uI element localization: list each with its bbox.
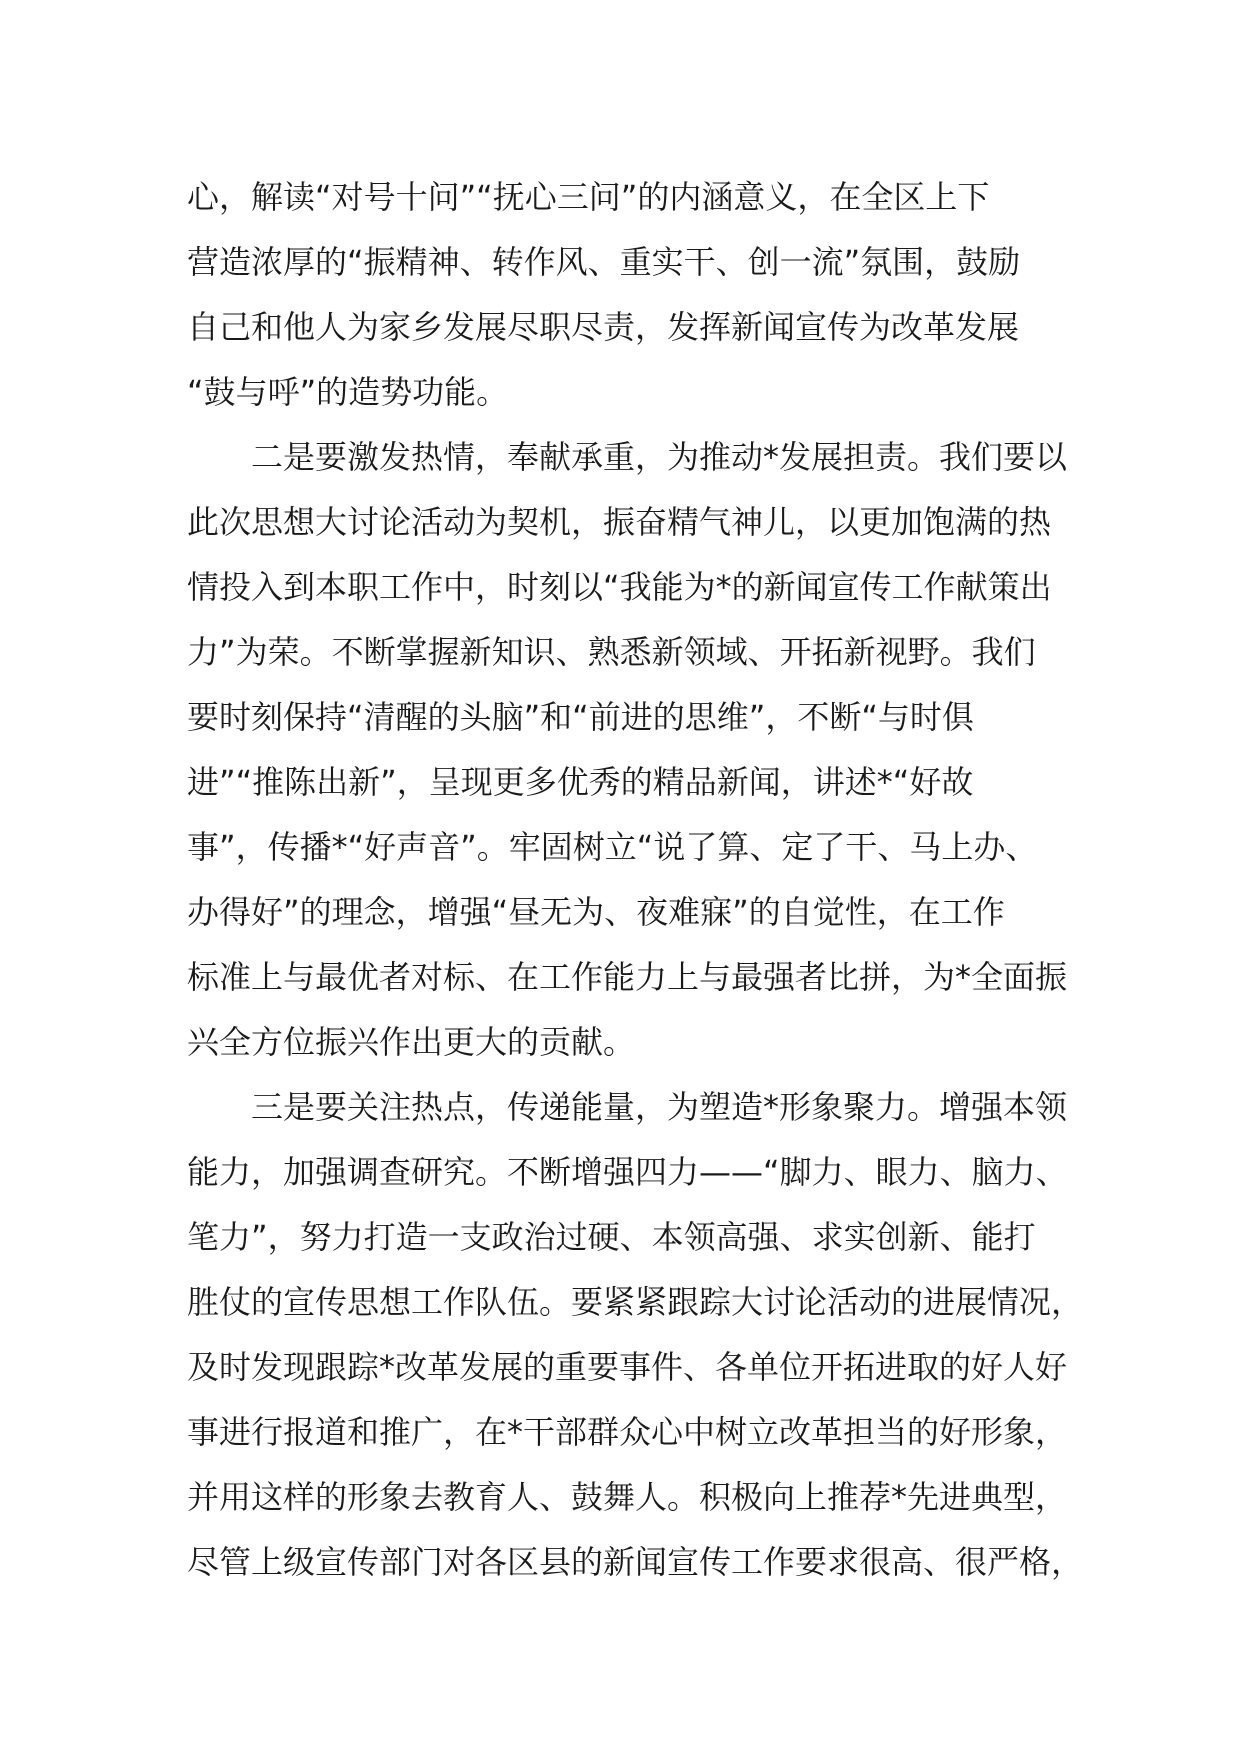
text-line: 心，解读“对号十问”“抚心三问”的内涵意义，在全区上下 <box>187 178 990 216</box>
body-text <box>187 165 1087 1595</box>
text-line: 能力，加强调查研究。不断增强四力——“脚力、眼力、脑力、 <box>187 1153 1068 1191</box>
text-line: 事”，传播*“好声音”。牢固树立“说了算、定了干、马上办、 <box>187 828 1038 866</box>
text-line: 标准上与最优者对标、在工作能力上与最强者比拼，为*全面振 <box>187 958 1068 996</box>
text-line: 笔力”，努力打造一支政治过硬、本领高强、求实创新、能打 <box>187 1218 1036 1256</box>
text-line: “鼓与呼”的造势功能。 <box>187 373 509 411</box>
text-line: 并用这样的形象去教育人、鼓舞人。积极向上推荐*先进典型， <box>187 1478 1068 1516</box>
text-line: 要时刻保持“清醒的头脑”和“前进的思维”，不断“与时俱 <box>187 698 974 736</box>
text-line: 胜仗的宣传思想工作队伍。要紧紧跟踪大讨论活动的进展情况， <box>187 1283 1084 1321</box>
text-line: 办得好”的理念，增强“昼无为、夜难寐”的自觉性，在工作 <box>187 893 1005 931</box>
text-line: 自己和他人为家乡发展尽职尽责，发挥新闻宣传为改革发展 <box>187 308 1020 346</box>
text-line: 营造浓厚的“振精神、转作风、重实干、创一流”氛围，鼓励 <box>187 243 1021 281</box>
text-line: 情投入到本职工作中，时刻以“我能为*的新闻宣传工作献策出 <box>187 568 1052 606</box>
text-line: 进”“推陈出新”，呈现更多优秀的精品新闻，讲述*“好故 <box>187 763 974 801</box>
text-line: 力”为荣。不断掌握新知识、熟悉新领域、开拓新视野。我们 <box>187 633 1036 671</box>
text-line: 此次思想大讨论活动为契机，振奋精气神儿，以更加饱满的热 <box>187 503 1052 541</box>
text-line: 及时发现跟踪*改革发展的重要事件、各单位开拓进取的好人好 <box>187 1348 1068 1386</box>
text-line: 事进行报道和推广，在*干部群众心中树立改革担当的好形象， <box>187 1413 1068 1451</box>
text-line: 尽管上级宣传部门对各区县的新闻宣传工作要求很高、很严格， <box>187 1543 1084 1581</box>
paragraph-start-line: 三是要关注热点，传递能量，为塑造*形象聚力。增强本领 <box>251 1088 1068 1126</box>
paragraph-start-line: 二是要激发热情，奉献承重，为推动*发展担责。我们要以 <box>251 438 1068 476</box>
text-line: 兴全方位振兴作出更大的贡献。 <box>187 1023 636 1061</box>
